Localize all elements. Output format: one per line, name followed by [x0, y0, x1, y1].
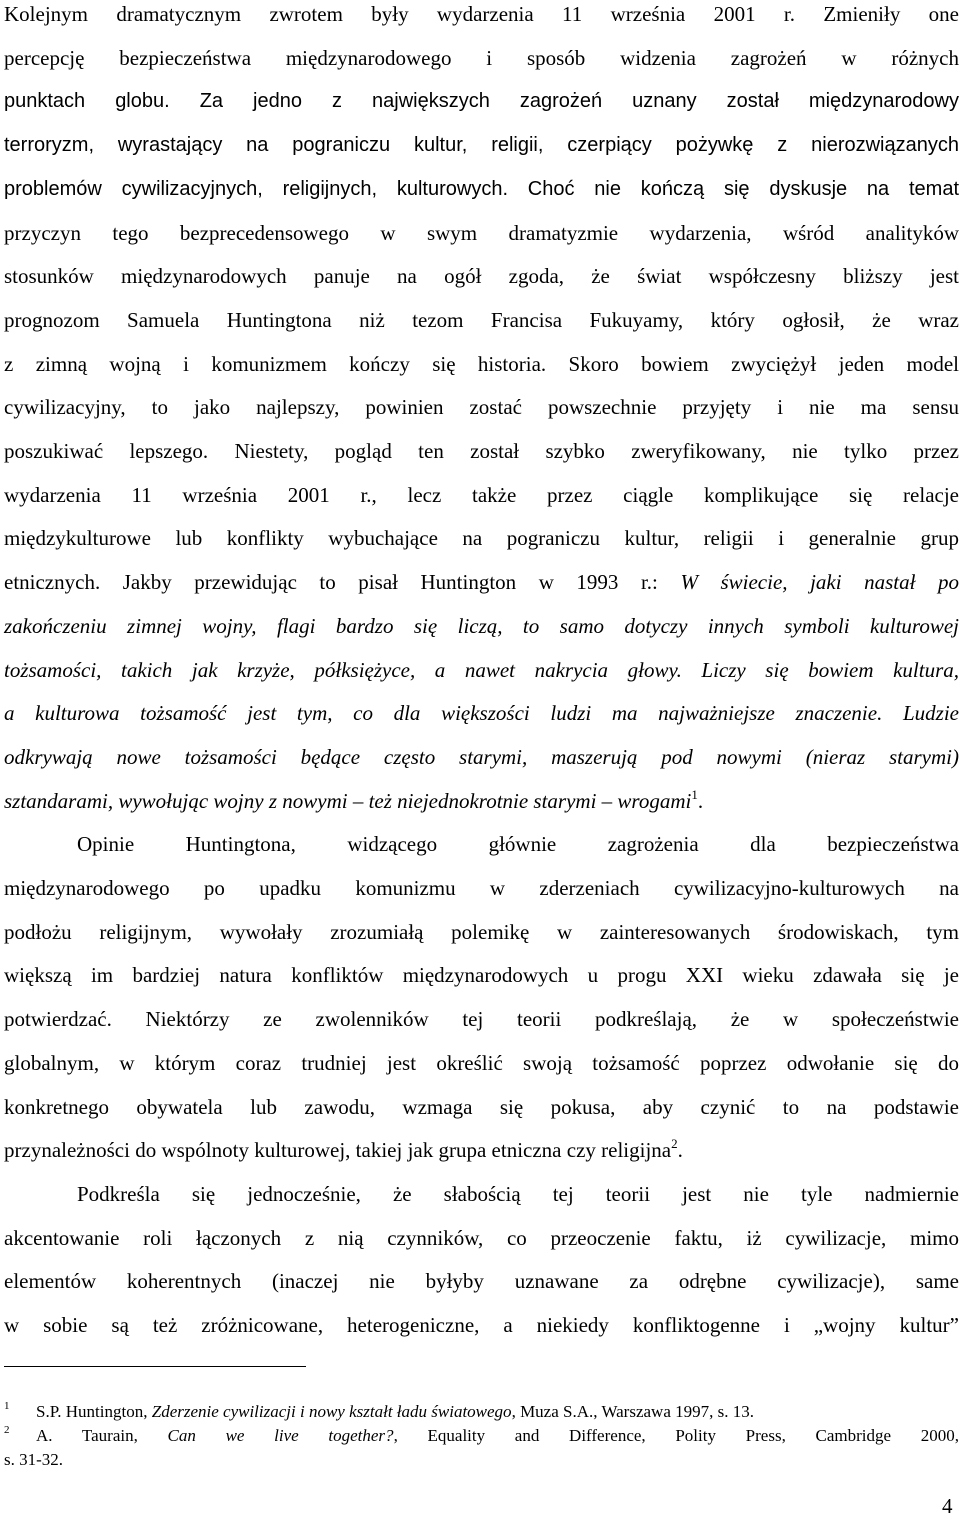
text-run: percepcję bezpieczeństwa międzynarodowego i sposób widzenia zagrożeń w różnych	[4, 45, 959, 70]
text-line	[4, 656, 959, 684]
footnote-separator	[4, 1366, 306, 1367]
text-run: przynależności do wspólnoty kulturowej, takiej jak grupa etniczna czy religijna	[4, 1138, 672, 1163]
text-run: z zimną wojną i komunizmem kończy się historia. Skoro bowiem zwyciężył jeden model	[4, 351, 959, 376]
text-run: podłożu religijnym, wywołały zrozumiałą polemikę w zainteresowanych środowiskach, tym	[4, 919, 959, 944]
text-run: , Muza S.A., Warszawa 1997, s. 13.	[511, 1402, 754, 1421]
text-run: większą im bardziej natura konfliktów międzynarodowych u progu XXI wieku zdawała się je	[4, 963, 959, 988]
text-line	[4, 1005, 959, 1033]
text-run: .	[697, 788, 704, 813]
text-run: stosunków międzynarodowych panuje na ogół zgoda, że świat współczesny bliższy jest	[4, 264, 959, 289]
text-run: S.P. Huntington,	[36, 1402, 152, 1421]
text-run: potwierdzać. Niektórzy ze zwolenników tej teorii podkreślają, że w społeczeństwie	[4, 1007, 959, 1032]
text-line	[4, 262, 959, 290]
text-line	[4, 1093, 959, 1121]
text-line	[4, 0, 959, 28]
text-run: prognozom Samuela Huntingtona niż tezom Francisa Fukuyamy, który ogłosił, że wraz	[4, 307, 959, 332]
text-line	[4, 1224, 959, 1252]
text-run: etnicznych. Jakby przewidując to pisał Huntington w 1993 r.:	[4, 570, 681, 595]
text-run: globalnym, w którym coraz trudniej jest określić swoją tożsamość poprzez odwołanie się do	[4, 1050, 959, 1075]
text-run: przyczyn tego bezprecedensowego w swym dramatyzmie wydarzenia, wśród analityków	[4, 220, 959, 245]
text-line	[4, 219, 959, 247]
text-line	[4, 1311, 959, 1339]
text-run: konkretnego obywatela lub zawodu, wzmaga się pokusa, aby czynić to na podstawie	[4, 1094, 959, 1119]
text-run: poszukiwać lepszego. Niestety, pogląd ten został szybko zweryfikowany, nie tylko przez	[4, 439, 959, 463]
text-line	[4, 481, 959, 509]
italic-text: tożsamości, takich jak krzyże, półksiężyce, a nawet nakrycia głowy. Liczy się bowiem kultura,	[4, 657, 959, 682]
text-line	[4, 612, 959, 640]
footnote	[4, 1401, 959, 1423]
text-line	[4, 961, 959, 989]
text-line	[4, 87, 959, 115]
footnote	[4, 1425, 959, 1447]
text-run: w sobie są też zróżnicowane, heterogeniczne, a niekiedy konfliktogenne i „wojny kultur”	[4, 1313, 959, 1337]
text-run: s. 31-32.	[4, 1450, 64, 1469]
text-run: punktach globu. Za jedno z największych zagrożeń uznany został międzynarodowy	[4, 90, 959, 113]
text-run: problemów cywilizacyjnych, religijnych, kulturowych. Choć nie kończą się dyskusje na temat	[4, 177, 959, 200]
footnote-reference: 2	[671, 1136, 678, 1152]
text-line	[4, 918, 959, 946]
text-line	[4, 568, 959, 596]
text-run: .	[677, 1138, 683, 1163]
italic-text: sztandarami, wywołując wojny z nowymi – też niejednokrotnie starymi – wrogami	[4, 788, 692, 813]
text-run: międzykulturowe lub konflikty wybuchające na pograniczu kultur, religii i generalnie grup	[4, 526, 959, 551]
page-number: 4	[942, 1494, 953, 1518]
text-line	[4, 437, 959, 465]
text-line	[4, 350, 959, 378]
footnote-number: 2	[4, 1424, 10, 1436]
text-line	[4, 44, 959, 72]
text-run: Podkreśla się jednocześnie, że słabością tej teorii jest nie tyle nadmiernie	[77, 1181, 959, 1206]
text-line	[4, 393, 959, 421]
italic-text: odkrywają nowe tożsamości będące często starymi, maszerują pod nowymi (nieraz starymi)	[4, 744, 959, 769]
footnote-marker	[4, 1425, 36, 1447]
text-run: Kolejnym dramatycznym zwrotem były wydarzenia 11 września 2001 r. Zmieniły one	[4, 2, 959, 26]
italic-text: W świecie, jaki nastał po	[680, 570, 959, 595]
text-line	[4, 830, 959, 858]
italic-text: Zderzenie cywilizacji i nowy kształt ładu światowego	[151, 1402, 512, 1421]
footnote-reference: 1	[691, 786, 698, 802]
text-run: elementów koherentnych (inaczej nie byłyby uznawane za odrębne cywilizacje), same	[4, 1269, 959, 1294]
text-line	[4, 787, 959, 815]
text-line	[4, 1180, 959, 1208]
text-line	[4, 1049, 959, 1077]
footnote-marker	[4, 1401, 36, 1423]
text-line	[4, 874, 959, 902]
text-run: cywilizacyjny, to jako najlepszy, powinien zostać powszechnie przyjęty i nie ma sensu	[4, 395, 959, 420]
text-line	[4, 1267, 959, 1295]
text-run: akcentowanie roli łączonych z nią czynników, co przeoczenie faktu, iż cywilizacje, mimo	[4, 1225, 959, 1250]
footnote	[4, 1449, 959, 1471]
text-line	[4, 306, 959, 334]
text-run: międzynarodowego po upadku komunizmu w zderzeniach cywilizacyjno-kulturowych na	[4, 876, 959, 900]
italic-text: a kulturowa tożsamość jest tym, co dla większości ludzi ma najważniejsze znaczenie. Ludzie	[4, 701, 959, 726]
text-line	[4, 1136, 959, 1164]
text-run: A. Taurain,	[36, 1426, 168, 1445]
text-run: , Equality and Difference, Polity Press, Cambridge 2000,	[393, 1426, 959, 1445]
text-line	[4, 699, 959, 727]
text-line	[4, 175, 959, 203]
text-run: wydarzenia 11 września 2001 r., lecz także przez ciągle komplikujące się relacje	[4, 482, 959, 507]
text-line	[4, 743, 959, 771]
italic-text: Can we live together?	[167, 1426, 394, 1445]
italic-text: zakończeniu zimnej wojny, flagi bardzo się liczą, to samo dotyczy innych symboli kulturowej	[4, 613, 959, 638]
text-run: terroryzm, wyrastający na pograniczu kultur, religii, czerpiący pożywkę z nierozwiązanych	[4, 134, 959, 157]
text-run: Opinie Huntingtona, widzącego głównie zagrożenia dla bezpieczeństwa	[77, 832, 959, 857]
text-line	[4, 524, 959, 552]
footnote-number: 1	[4, 1400, 10, 1412]
text-line	[4, 131, 959, 159]
